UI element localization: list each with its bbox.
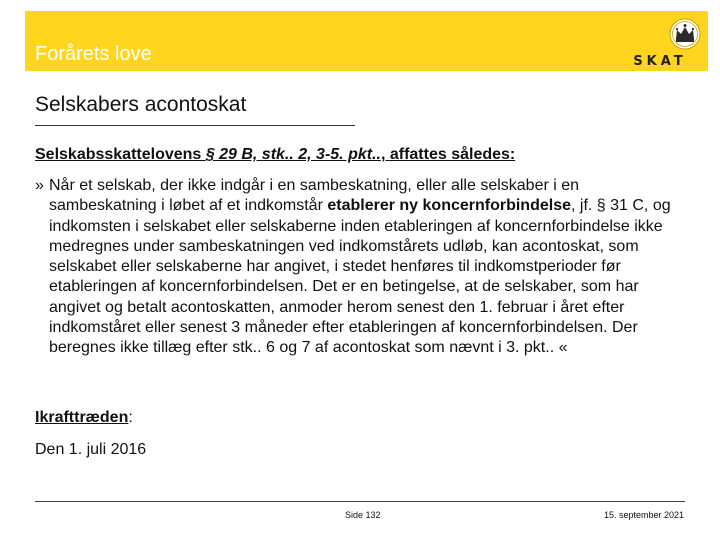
section-heading (35, 146, 515, 164)
quote-text-after: , jf. § 31 C, og indkomsten i selskabet eller selskaberne inden etableringen af koncernforbindelse ikke medregnes under sambeskatningen ved indkomstårets udløb, kan acontoskat, som selskabet eller selskaberne har angivet, i stedet henføres til indkomstperioder før etableringen af koncernforbindelsen. Det er en betingelse, at de selskaber, som har angivet og betalt acontoskatten, anmoder herom senest den 1. februar i året efter indkomståret eller senest 3 måneder efter etableringen af koncernforbindelsen. Der beregnes ikke tillæg efter stk.. 6 og 7 af acontoskat som nævnt i 3. pkt.. (49, 197, 671, 357)
effective-date-colon: : (128, 409, 133, 426)
subtitle-divider (35, 125, 355, 126)
quote-text-before: Når et selskab, der ikke indgår i en sambeskatning, eller alle selskaber i en sambeskatning i løbet af et indkomstår (49, 177, 580, 215)
effective-date-title: Ikrafttræden (35, 409, 129, 426)
quote-open-mark: » (35, 177, 44, 194)
crown-icon (617, 17, 703, 55)
skat-logo (617, 17, 703, 69)
logo-wordmark: SKAT (633, 54, 687, 69)
footer-date: 15. september 2021 (603, 510, 684, 520)
header-banner (25, 11, 708, 71)
quote-close-mark: « (554, 339, 568, 357)
law-text-quote (35, 176, 685, 359)
slide-subtitle: Selskabers acontoskat (35, 93, 247, 116)
effective-date-value: Den 1. juli 2016 (35, 441, 147, 458)
presentation-title: Forårets love (35, 43, 152, 65)
footer-divider (35, 501, 685, 502)
effective-date-label (35, 409, 133, 427)
footer-page-number: Side 132 (345, 510, 381, 520)
heading-law-name: Selskabsskattelovens (35, 146, 206, 163)
quote-bold-text: etablerer ny koncernforbindelse (327, 197, 571, 215)
quote-body (49, 176, 685, 359)
heading-suffix: , affattes således: (380, 146, 516, 163)
heading-paragraph-ref: § 29 B, stk.. 2, 3-5. pkt.. (205, 146, 381, 163)
